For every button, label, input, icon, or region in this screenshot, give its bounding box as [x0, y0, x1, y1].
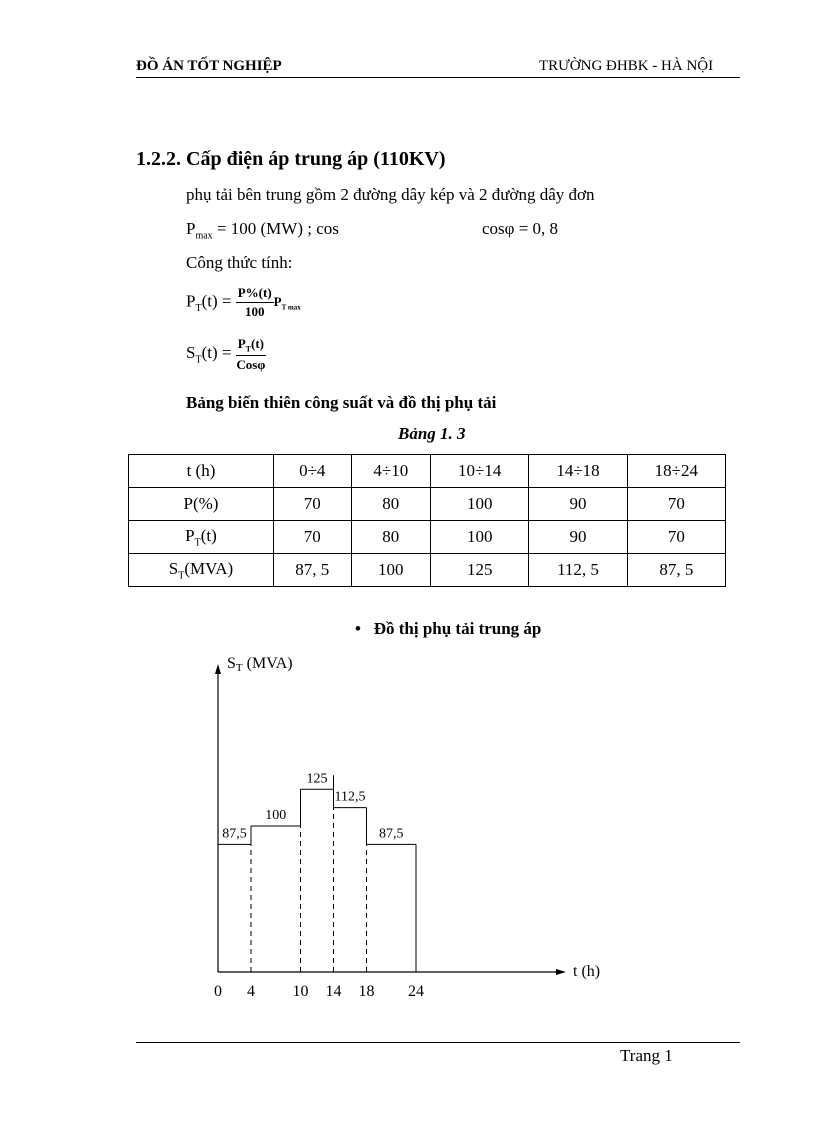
x-axis-arrow-icon: [556, 969, 566, 975]
x-axis-label: t (h): [573, 963, 601, 980]
table-cell: 100: [351, 554, 430, 587]
formula-st-num-sub: T: [245, 344, 252, 354]
table-cell: 125: [431, 554, 529, 587]
table-cell: 90: [529, 488, 627, 521]
formula-pt-lhs: P: [186, 291, 196, 311]
table-cell: 90: [529, 521, 627, 554]
table-cell: 112, 5: [529, 554, 627, 587]
y-axis-arrow-icon: [215, 664, 221, 674]
table-cell: 70: [273, 521, 351, 554]
x-tick-label: 18: [358, 983, 375, 1000]
table-cell: 80: [351, 488, 430, 521]
formula-label: Công thức tính:: [186, 253, 293, 272]
formula-st-arg: (t) =: [201, 343, 236, 363]
x-tick-label: 14: [325, 983, 342, 1000]
formula-pt-tail-symbol: P: [273, 294, 282, 310]
table-cell: 14÷18: [529, 455, 627, 488]
table-heading: Bảng biến thiên công suất và đồ thị phụ tải: [186, 393, 497, 412]
formula-pt-arg: (t) =: [201, 291, 236, 311]
paragraph-line: phụ tải bên trung gồm 2 đường dây kép và 2 đường dây đơn: [186, 185, 595, 204]
segment-label: 100: [265, 808, 287, 823]
table-cell: 87, 5: [273, 554, 351, 587]
x-tick-label: 0: [214, 983, 222, 1000]
formula-st-denominator: Cosφ: [236, 356, 266, 372]
x-tick-label: 4: [247, 983, 255, 1000]
table-cell: 87, 5: [627, 554, 725, 587]
pmax-sub: max: [195, 230, 213, 242]
y-axis-label: ST (MVA): [227, 655, 293, 674]
header-right: TRƯỜNG ĐHBK - HÀ NỘI: [539, 58, 714, 74]
table-cell: 0÷4: [273, 455, 351, 488]
table-cell: 10÷14: [431, 455, 529, 488]
table-cell: 70: [273, 488, 351, 521]
x-tick-label: 24: [408, 983, 424, 1000]
formula-st-num-arg: (t): [251, 336, 265, 351]
table-row-header: t (h): [129, 455, 274, 488]
formula-pt-tail-sub: T max: [281, 304, 301, 312]
formula-pt-numerator: P%(t): [236, 285, 274, 303]
x-tick-label: 10: [292, 983, 309, 1000]
footer-rule: [136, 1042, 740, 1043]
table-cell: 18÷24: [627, 455, 725, 488]
formula-st-lhs-sub: T: [195, 354, 202, 366]
table-cell: 100: [431, 488, 529, 521]
segment-label: 125: [306, 771, 328, 787]
formula-pt-denominator: 100: [244, 304, 265, 319]
formula-pt-lhs-sub: T: [195, 302, 202, 314]
pmax-value: = 100 (MW) ; cos: [212, 219, 339, 238]
formula-st-num-symbol: P: [237, 336, 246, 351]
header-left: ĐỒ ÁN TỐT NGHIỆP: [136, 58, 282, 74]
table-cell: 80: [351, 521, 430, 554]
table-cell: 100: [431, 521, 529, 554]
chart-title: Đồ thị phụ tải trung áp: [373, 619, 542, 638]
page-number: Trang 1: [620, 1046, 673, 1065]
table-cell: 4÷10: [351, 455, 430, 488]
table-cell: 70: [627, 521, 725, 554]
pmax-symbol: P: [186, 219, 196, 238]
section-title: 1.2.2. Cấp điện áp trung áp (110KV): [136, 148, 446, 170]
segment-label: 87,5: [222, 826, 247, 842]
table-cell: 70: [627, 488, 725, 521]
table-caption: Bảng 1. 3: [398, 424, 466, 443]
cosphi-value: cosφ = 0, 8: [482, 219, 559, 238]
segment-label: 112,5: [334, 789, 366, 805]
segment-label: 87,5: [379, 826, 404, 842]
table-row-header: $S_T(MVA)$: [129, 554, 274, 587]
table-row-header: P(%): [129, 488, 274, 521]
table-row-header: $P_T(t)$: [129, 521, 274, 554]
bullet-icon: •: [355, 619, 361, 638]
formula-st-lhs: S: [186, 343, 196, 363]
